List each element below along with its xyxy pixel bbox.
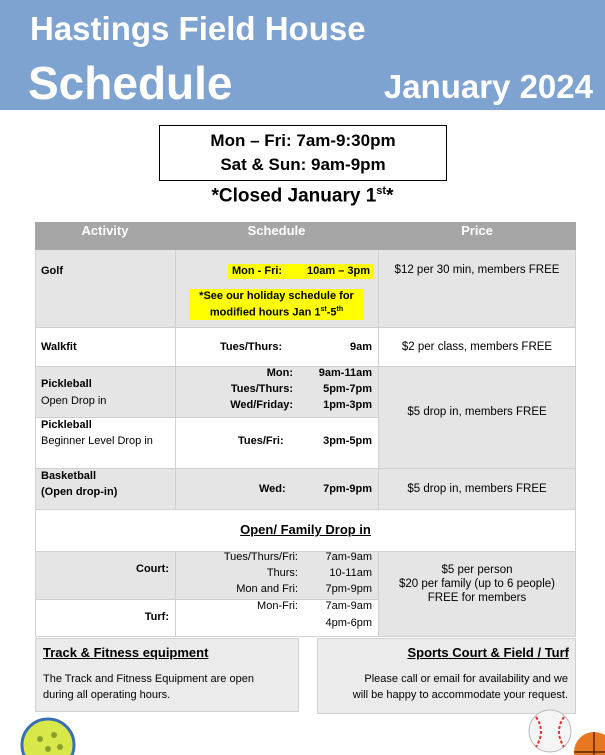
pickleball-open-label: Pickleball bbox=[41, 378, 92, 390]
weekend-hours: Sat & Sun: 9am-9pm bbox=[220, 155, 386, 174]
weekday-hours: Mon – Fri: 7am-9:30pm bbox=[210, 131, 396, 150]
facility-title: Hastings Field House bbox=[30, 10, 366, 47]
header-banner bbox=[0, 0, 605, 110]
golf-label: Golf bbox=[41, 265, 63, 277]
court-label: Court: bbox=[136, 563, 169, 575]
court-row: Thurs: 10-11am bbox=[266, 567, 372, 579]
turf-row: 4pm-6pm bbox=[325, 617, 372, 629]
turf-label: Turf: bbox=[144, 611, 169, 623]
turf-row: Mon-Fri: 7am-9am bbox=[257, 600, 372, 612]
hours-box bbox=[159, 125, 447, 181]
pickleball-open-row: Tues/Thurs: 5pm-7pm bbox=[230, 383, 372, 395]
schedule-title: Schedule bbox=[28, 57, 233, 109]
basketball-price: $5 drop in, members FREE bbox=[407, 483, 547, 495]
pickleball-beginner-label: Pickleball bbox=[41, 419, 92, 431]
pickleball-icon bbox=[18, 705, 78, 755]
sports-court-text: Please call or email for availability and we will be happy to accommodate your request. bbox=[352, 673, 568, 701]
header-price: Price bbox=[378, 222, 576, 250]
header-activity: Activity bbox=[35, 222, 175, 250]
pickleball-beginner-sub: Beginner Level Drop in bbox=[41, 435, 153, 447]
header-schedule: Schedule bbox=[175, 222, 378, 250]
baseball-icon bbox=[528, 705, 572, 755]
track-fitness-box bbox=[35, 638, 299, 712]
track-fitness-title: Track & Fitness equipment bbox=[43, 645, 209, 660]
pickleball-open-row: Mon: 9am-11am bbox=[266, 367, 372, 379]
open-family-title: Open/ Family Drop in bbox=[240, 522, 371, 537]
pickleball-open-row: Wed/Friday: 1pm-3pm bbox=[230, 399, 372, 411]
pickleball-open-sub: Open Drop in bbox=[41, 395, 107, 407]
basketball-sub: (Open drop-in) bbox=[41, 486, 118, 498]
pickleball-price: $5 drop in, members FREE bbox=[407, 406, 547, 418]
closed-notice: *Closed January 1st* bbox=[211, 185, 394, 207]
court-row: Mon and Fri: 7pm-9pm bbox=[236, 583, 372, 595]
family-price: $5 per person $20 per family (up to 6 people) FREE for members bbox=[399, 564, 555, 604]
walkfit-label: Walkfit bbox=[41, 341, 77, 353]
basketball-label: Basketball bbox=[41, 470, 97, 482]
golf-price: $12 per 30 min, members FREE bbox=[394, 264, 560, 276]
walkfit-price: $2 per class, members FREE bbox=[401, 341, 553, 353]
golf-hours-highlight: Mon - Fri: 10am – 3pm bbox=[228, 264, 374, 279]
sports-court-title: Sports Court & Field / Turf bbox=[407, 645, 569, 660]
court-row: Tues/Thurs/Fri: 7am-9am bbox=[223, 551, 372, 563]
golf-holiday-note: *See our holiday schedule for modified hours Jan 1st-5th bbox=[189, 289, 364, 320]
sports-court-box bbox=[317, 638, 576, 714]
track-fitness-text: The Track and Fitness Equipment are open during all operating hours. bbox=[43, 673, 254, 701]
month-title: January 2024 bbox=[383, 68, 593, 105]
basketball-icon bbox=[570, 728, 605, 755]
